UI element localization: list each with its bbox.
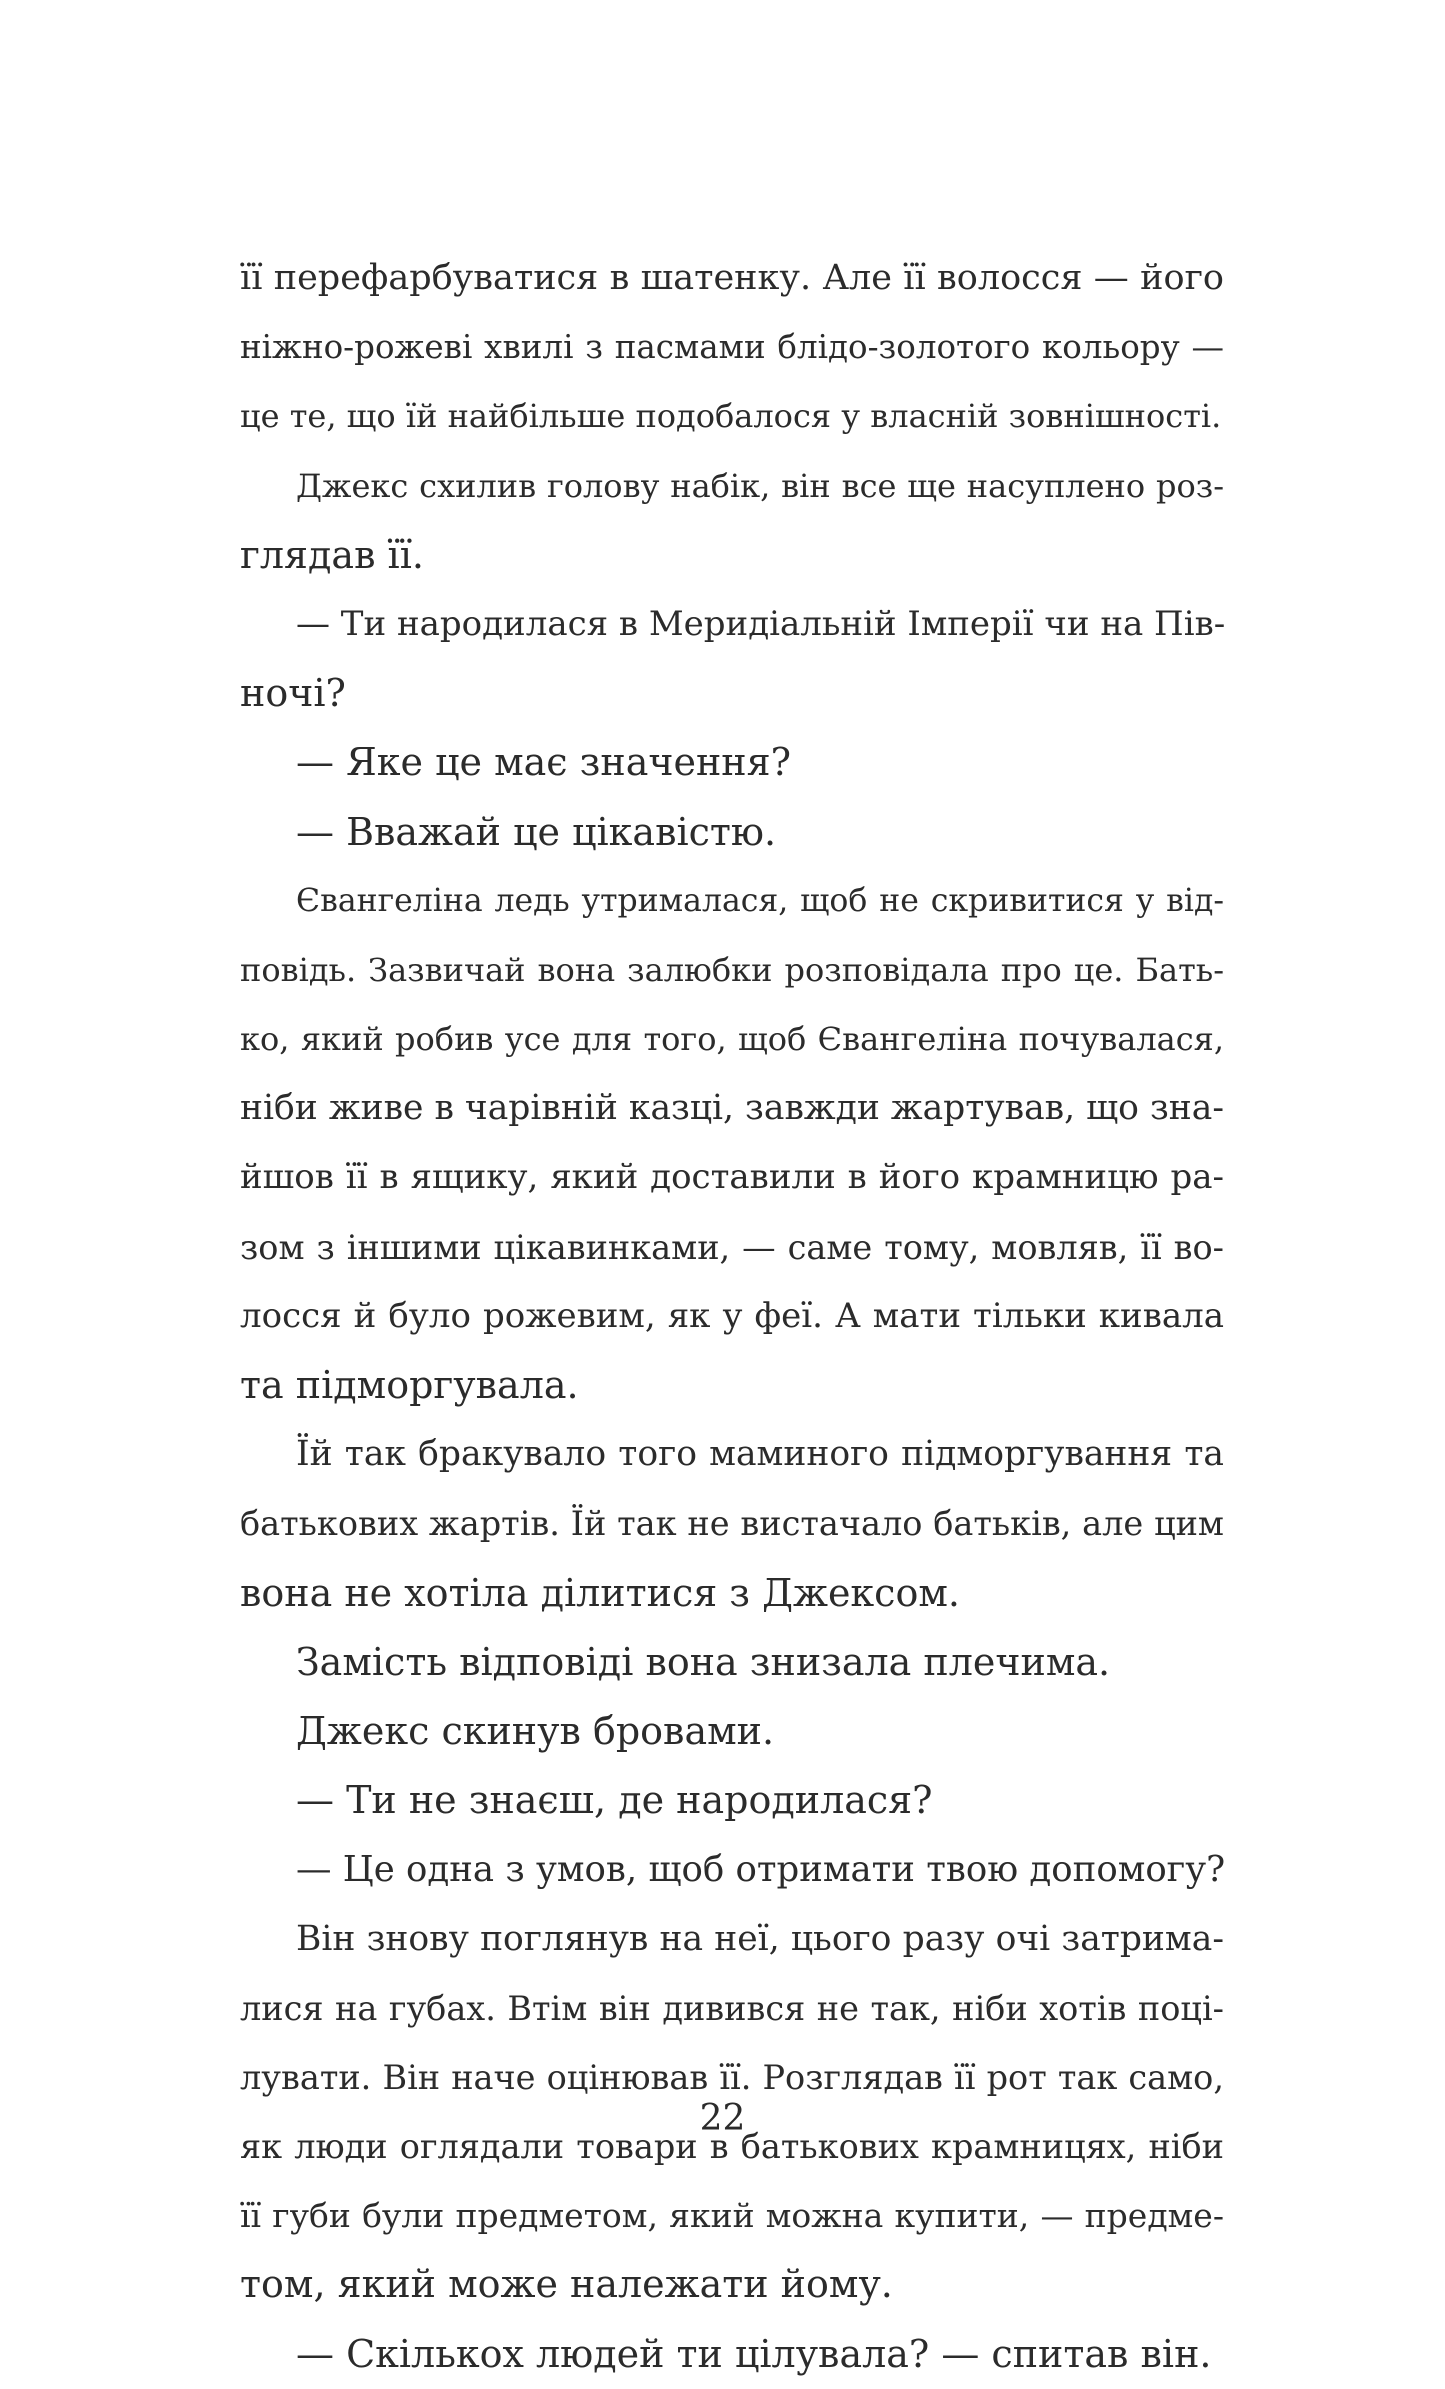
text-line: Замість відповіді вона знизала плечима. (296, 1639, 1111, 1684)
text-line: та підморгувала. (240, 1363, 579, 1407)
text-line: глядав її. (240, 532, 424, 577)
text-line: як люди оглядали товари в батькових крамницях, ніби (240, 2127, 1224, 2167)
text-line: — Ти народилася в Меридіальній Імперії чи на Пів- (296, 603, 1226, 644)
page-number: 22 (699, 2098, 746, 2139)
text-line: вона не хотіла ділитися з Джексом. (240, 1570, 960, 1615)
text-line: — Це одна з умов, щоб отримати твою допомогу? (296, 1849, 1226, 1891)
text-line: — Яке це має значення? (296, 740, 791, 785)
text-line: ніжно-рожеві хвилі з пасмами блідо-золотого кольору — (240, 328, 1224, 367)
text-line: це те, що їй найбільше подобалося у власній зовнішності. (240, 397, 1222, 436)
text-line: том, який може належати йому. (240, 2262, 893, 2307)
text-line: ночі? (240, 671, 346, 716)
text-line: ніби живе в чарівній казці, завжди жартував, що зна- (240, 1088, 1224, 1129)
text-line: йшов її в ящику, який доставили в його крамницю ра- (240, 1157, 1224, 1198)
text-line: батькових жартів. Їй так не вистачало батьків, але цим (240, 1504, 1224, 1544)
text-line: лосся й було рожевим, як у феї. А мати тільки кивала (240, 1295, 1224, 1336)
text-line: Джекс схилив голову набік, він все ще насуплено роз- (296, 466, 1224, 505)
text-line: зом з іншими цікавинками, — саме тому, мовляв, її во- (240, 1227, 1224, 1267)
body-text (240, 244, 1224, 2389)
text-line: лувати. Він наче оцінював її. Розглядав її рот так само, (240, 2057, 1224, 2097)
text-line: лися на губах. Втім він дивився не так, ніби хотів поці- (240, 1988, 1224, 2028)
text-line: Джекс скинув бровами. (296, 1708, 775, 1753)
text-line: повідь. Зазвичай вона залюбки розповідала про це. Бать- (240, 950, 1224, 989)
text-line: її губи були предметом, який можна купити, — предме- (240, 2196, 1224, 2236)
text-line: — Вважай це цікавістю. (296, 809, 777, 854)
text-line: — Ти не знаєш, де народилася? (296, 1778, 933, 1823)
text-line: — Скількох людей ти цілувала? — спитав він. (296, 2331, 1212, 2376)
text-line: Євангеліна ледь утрималася, щоб не скривитися у від- (296, 882, 1224, 919)
text-line: ко, який робив усе для того, щоб Євангеліна почувалася, (240, 1020, 1224, 1059)
text-line: Їй так бракувало того маминого підморгування та (296, 1434, 1224, 1475)
text-line: її перефарбуватися в шатенку. Але її волосся — його (240, 258, 1224, 298)
text-line: Він знову поглянув на неї, цього разу очі затрима- (296, 1918, 1224, 1959)
